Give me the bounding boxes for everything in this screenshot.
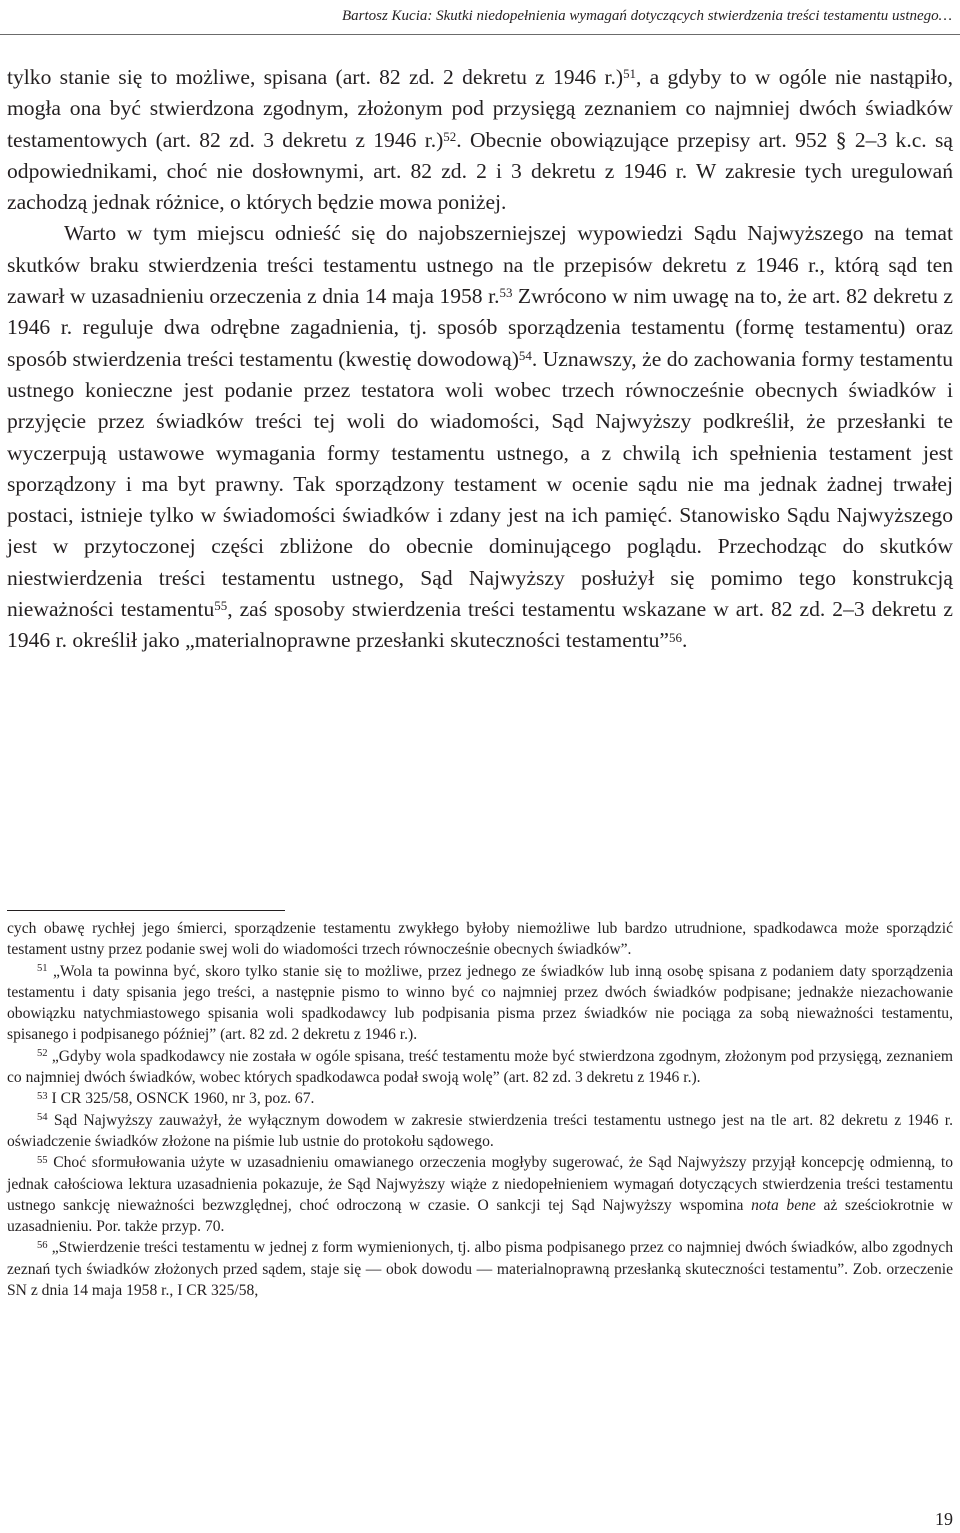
text-run: . Obecnie obowiązujące przepisy art. 952 § 2–3 k.c. są odpowiednikami, choć nie dosłownymi, art. 82 zd. 2 i 3 dekretu z 1946 r. W zakresie tych uregulowań zachodzą jednak różnice, o których będzie mowa poniżej. — [7, 127, 953, 215]
paragraph-1 — [7, 62, 953, 218]
footnote-number: 53 — [37, 1090, 48, 1102]
footnote-number: 56 — [37, 1239, 48, 1251]
paragraph-2 — [7, 218, 953, 656]
footnote-text: „Wola ta powinna być, skoro tylko stanie się to możliwe, przez jednego ze świadków lub inną osobę spisana z podaniem daty sporządzenia testamentu i daty spisania jego treści, a następnie pismo to winno być co najmniej przez dwóch świadków podpisane; jednakże niezachowanie obowiązku natychmiastowego spisania woli spadkodawcy lub podpisania pisma przez świadków nie pociąga za sobą nieważności testamentu, spisanego i podpisanego później” (art. 82 zd. 2 dekretu z 1946 r.). — [7, 962, 953, 1044]
main-text — [7, 62, 953, 657]
text-run: Warto w tym miejscu odnieść się do najobszerniejszej wypowiedzi Sądu Najwyższego na temat skutków braku stwierdzenia treści testamentu ustnego na tle przepisów dekretu z 1946 r., którą sąd ten zawarł w uzasadnieniu orzeczenia z dnia 14 maja 1958 r. — [7, 221, 953, 309]
page-number: 19 — [935, 1509, 953, 1529]
footnote-ref-54[interactable]: 54 — [518, 347, 532, 363]
footnote-53 — [7, 1088, 953, 1109]
footnote-52 — [7, 1046, 953, 1089]
footnote-55 — [7, 1152, 953, 1237]
text-run: Zwrócono w nim uwagę na to, że art. 82 dekretu z 1946 r. reguluje dwa odrębne zagadnienia, tj. sposób sporządzenia testamentu (formę testamentu) oraz sposób stwierdzenia treści testamentu (kwestię dowodową) — [7, 284, 953, 371]
footnote-text: Choć sformułowania użyte w uzasadnieniu omawianego orzeczenia mogłyby sugerować, że Sąd Najwyższy przyjął koncepcję odmienną, to jednak całościowa lektura uzasadnienia pokazuje, że Sąd Najwyższy wiąże z niedopełnieniem wymagań dotyczących stwierdzenia treści testamentu ustnego sankcję nieważności bezwzględnej, choć odroczoną w czasie. O sankcji tej Sąd Najwyższy wspomina — [7, 1154, 953, 1214]
text-run: , a gdyby to w ogóle nie nastąpiło, mogła ona być stwierdzona zgodnym, złożonym pod przysięgą zeznaniem co najmniej dwóch świadków testamentowych (art. 82 zd. 3 dekretu z 1946 r.) — [7, 65, 953, 152]
footnote-56 — [7, 1237, 953, 1301]
footnote-number: 51 — [37, 962, 48, 974]
footnote-continuation: cych obawę rychłej jego śmierci, sporządzenie testamentu zwykłego byłoby niemożliwe lub bardzo utrudnione, spadkodawca może sporządzić testament ustny przez podanie swej woli do wiadomości trzech równocześnie obecnych świadków”. — [7, 920, 953, 959]
footnote-text: „Stwierdzenie treści testamentu w jednej z form wymienionych, tj. albo pisma podpisanego przez co najmniej dwóch świadków, albo zgodnych zeznań tych świadków złożonych przed sądem, staje się — obok dowodu — materialnoprawną przesłanką skuteczności testamentu”. Zob. orzeczenie SN z dnia 14 maja 1958 r., I CR 325/58, — [7, 1239, 953, 1300]
footnote-text: „Gdyby wola spadkodawcy nie została w ogóle spisana, treść testamentu może być stwierdzona zgodnym, złożonym pod przysięgą, zeznaniem co najmniej dwóch świadków, wobec których spadkodawca podał swoją wolę” (art. 82 zd. 3 dekretu z 1946 r.). — [7, 1047, 953, 1087]
text-run: . Uznawszy, że do zachowania formy testamentu ustnego konieczne jest podanie przez testatora woli wobec trzech równocześnie obecnych świadków i przyjęcie przez świadków treści tej woli do wiadomości, Sąd Najwyższy podkreślił, że przesłanki te wyczerpują ustawowe wymagania formy testamentu ustnego, a z chwilą ich spełnienia testament jest sporządzony i ma byt prawny. Tak sporządzony testament w ocenie sądu nie ma jednak żadnej trwałej postaci, istnieje tylko w świadomości świadków i zdany jest na ich pamięć. Stanowisko Sądu Najwyższego jest w przytoczonej części zbliżone do obecnie dominującego poglądu. Przechodząc do skutków niestwierdzenia treści testamentu ustnego, Sąd Najwyższy posłużył się pomimo tego konstrukcją nieważności testamentu — [7, 346, 953, 622]
footnote-ref-52[interactable]: 52 — [443, 128, 457, 144]
footnote-ref-51[interactable]: 51 — [623, 66, 637, 82]
header-rule — [0, 34, 960, 35]
text-run: , zaś sposoby stwierdzenia treści testamentu wskazane w art. 82 zd. 2–3 dekretu z 1946 r. określił jako „materialnoprawne przesłanki skuteczności testamentu” — [7, 597, 953, 653]
text-run: . — [681, 628, 688, 653]
footnote-ref-55[interactable]: 55 — [214, 598, 228, 614]
footnotes — [7, 918, 953, 1301]
footnote-number: 55 — [37, 1154, 48, 1166]
footnote-text: I CR 325/58, OSNCK 1960, nr 3, poz. 67. — [47, 1090, 315, 1108]
footnote-text: aż sześciokrotnie w uzasadnieniu. Por. także przyp. 70. — [7, 1196, 954, 1236]
footnote-54 — [7, 1110, 953, 1153]
footnote-ref-53[interactable]: 53 — [499, 285, 513, 301]
text-run: tylko stanie się to możliwe, spisana (art. 82 zd. 2 dekretu z 1946 r.) — [7, 65, 624, 89]
footnote-text: Sąd Najwyższy zauważył, że wyłącznym dowodem w zakresie stwierdzenia treści testamentu ustnego jest na tle art. 82 dekretu z 1946 r. oświadczenie świadków złożone na piśmie lub ustnie do protokołu sądowego. — [7, 1111, 953, 1150]
footnote-51 — [7, 961, 953, 1046]
footnote-separator — [7, 910, 285, 911]
footnote-number: 52 — [37, 1048, 48, 1060]
footnote-ref-56[interactable]: 56 — [668, 629, 682, 645]
footnote-italic-text: nota bene — [751, 1196, 816, 1214]
footnote-number: 54 — [37, 1111, 48, 1123]
running-header: Bartosz Kucia: Skutki niedopełnienia wymagań dotyczących stwierdzenia treści testamentu ustnego… — [341, 8, 952, 24]
